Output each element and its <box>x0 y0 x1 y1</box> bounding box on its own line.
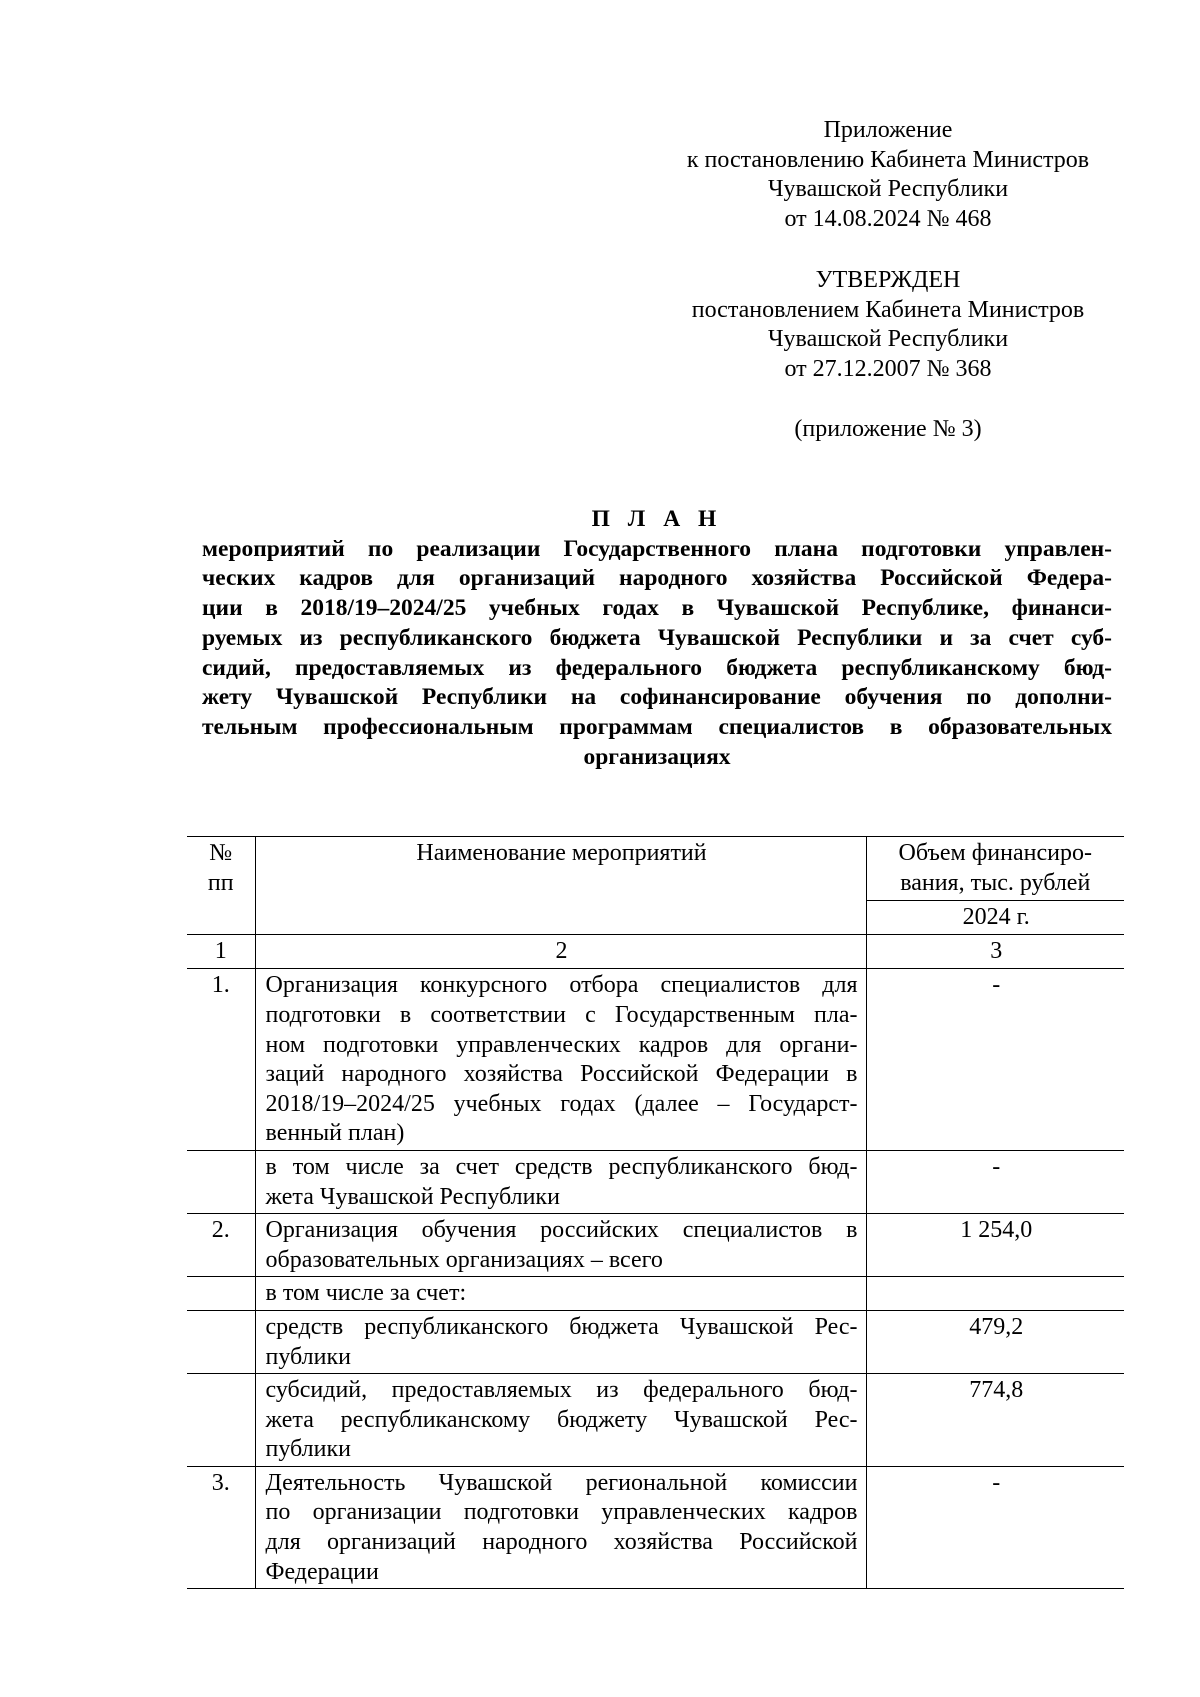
row-text-line: подготовки в соответствии с Государственным пла- <box>265 1001 858 1028</box>
annex-note: (приложение № 3) <box>794 416 982 442</box>
title-line: ческих кадров для организаций народного хозяйства Российской Федера- <box>202 565 1112 592</box>
row-value: 479,2 <box>866 1310 1124 1373</box>
row-text <box>255 1310 866 1373</box>
table-row <box>187 1310 1124 1373</box>
row-text-line: в том числе за счет: <box>265 1280 467 1307</box>
approved-line: постановлением Кабинета Министров <box>691 296 1085 323</box>
row-value <box>866 1277 1124 1311</box>
row-text-line: в том числе за счет средств республиканского бюд- <box>265 1153 858 1180</box>
col-number: 2 <box>255 934 866 969</box>
appendix-line: Приложение <box>823 117 953 143</box>
row-text-line: жета Чувашской Республики <box>265 1183 560 1210</box>
document-title <box>202 505 1112 772</box>
row-text-line: публики <box>265 1436 351 1463</box>
title-line: сидий, предоставляемых из федерального бюджета республиканскому бюд- <box>202 654 1112 681</box>
title-line: тельным профессиональным программам специалистов в образовательных <box>202 713 1112 740</box>
approved-line: от 27.12.2007 № 368 <box>784 355 992 382</box>
row-text-line: по организации подготовки управленческих кадров <box>265 1499 858 1526</box>
row-text-line: 2018/19–2024/25 учебных годах (далее – Государст- <box>265 1090 858 1117</box>
row-text <box>255 1150 866 1213</box>
row-value: - <box>866 1466 1124 1588</box>
header-volume-line: Объем финансиро- <box>898 840 1092 866</box>
row-number: 1. <box>187 969 255 1151</box>
row-text-line: публики <box>265 1343 351 1370</box>
header-name: Наименование мероприятий <box>255 837 866 935</box>
table-row <box>187 969 1124 1151</box>
appendix-line: от 14.08.2024 № 468 <box>784 205 992 232</box>
title-heading: П Л А Н <box>591 506 723 532</box>
row-text-line: Деятельность Чувашской региональной комиссии <box>265 1469 858 1496</box>
appendix-block <box>588 116 1188 234</box>
row-text-line: венный план) <box>265 1120 405 1147</box>
table-row <box>187 1466 1124 1588</box>
row-text-line: Организация конкурсного отбора специалистов для <box>265 972 858 999</box>
row-number: 2. <box>187 1214 255 1277</box>
row-text <box>255 1277 866 1311</box>
row-text-line: заций народного хозяйства Российской Федерации в <box>265 1061 858 1088</box>
col-number: 3 <box>866 934 1124 969</box>
header-volume-line: вания, тыс. рублей <box>900 869 1091 896</box>
header-num-line: № <box>209 840 233 866</box>
row-text-line: средств республиканского бюджета Чувашской Рес- <box>265 1313 858 1340</box>
row-number: 3. <box>187 1466 255 1588</box>
header-volume <box>866 837 1124 901</box>
plan-table <box>187 836 1124 1589</box>
row-value: 1 254,0 <box>866 1214 1124 1277</box>
row-text-line: для организаций народного хозяйства Российской <box>265 1529 858 1556</box>
row-text-line: Организация обучения российских специалистов в <box>265 1217 858 1244</box>
row-text-line: субсидий, предоставляемых из федерального бюд- <box>265 1377 858 1404</box>
header-num <box>187 837 255 935</box>
row-value: - <box>866 969 1124 1151</box>
title-line: руемых из республиканского бюджета Чувашской Республики и за счет суб- <box>202 624 1112 651</box>
row-number <box>187 1374 255 1467</box>
row-text <box>255 1466 866 1588</box>
row-text-line: жета республиканскому бюджету Чувашской Рес- <box>265 1406 858 1433</box>
row-value: - <box>866 1150 1124 1213</box>
col-number: 1 <box>187 934 255 969</box>
approved-block <box>588 266 1188 384</box>
approved-line: Чувашской Республики <box>767 326 1009 353</box>
approved-line: УТВЕРЖДЕН <box>815 267 961 293</box>
header-year: 2024 г. <box>866 901 1124 935</box>
row-number <box>187 1310 255 1373</box>
header-num-line: пп <box>207 869 234 896</box>
title-line: жету Чувашской Республики на софинансирование обучения по дополни- <box>202 684 1112 711</box>
table-row <box>187 1374 1124 1467</box>
row-number <box>187 1150 255 1213</box>
title-line: ции в 2018/19–2024/25 учебных годах в Чувашской Республике, финанси- <box>202 595 1112 622</box>
row-value: 774,8 <box>866 1374 1124 1467</box>
row-number <box>187 1277 255 1311</box>
row-text-line: образовательных организациях – всего <box>265 1246 663 1273</box>
row-text-line: ном подготовки управленческих кадров для органи- <box>265 1031 858 1058</box>
row-text-line: Федерации <box>265 1558 379 1585</box>
table-row <box>187 1277 1124 1311</box>
table-row <box>187 1150 1124 1213</box>
appendix-line: к постановлению Кабинета Министров <box>686 146 1090 173</box>
row-text <box>255 1214 866 1277</box>
row-text <box>255 969 866 1151</box>
appendix-line: Чувашской Республики <box>767 176 1009 203</box>
table-row <box>187 1214 1124 1277</box>
title-line: организациях <box>583 743 731 770</box>
title-line: мероприятий по реализации Государственного плана подготовки управлен- <box>202 535 1112 562</box>
row-text <box>255 1374 866 1467</box>
